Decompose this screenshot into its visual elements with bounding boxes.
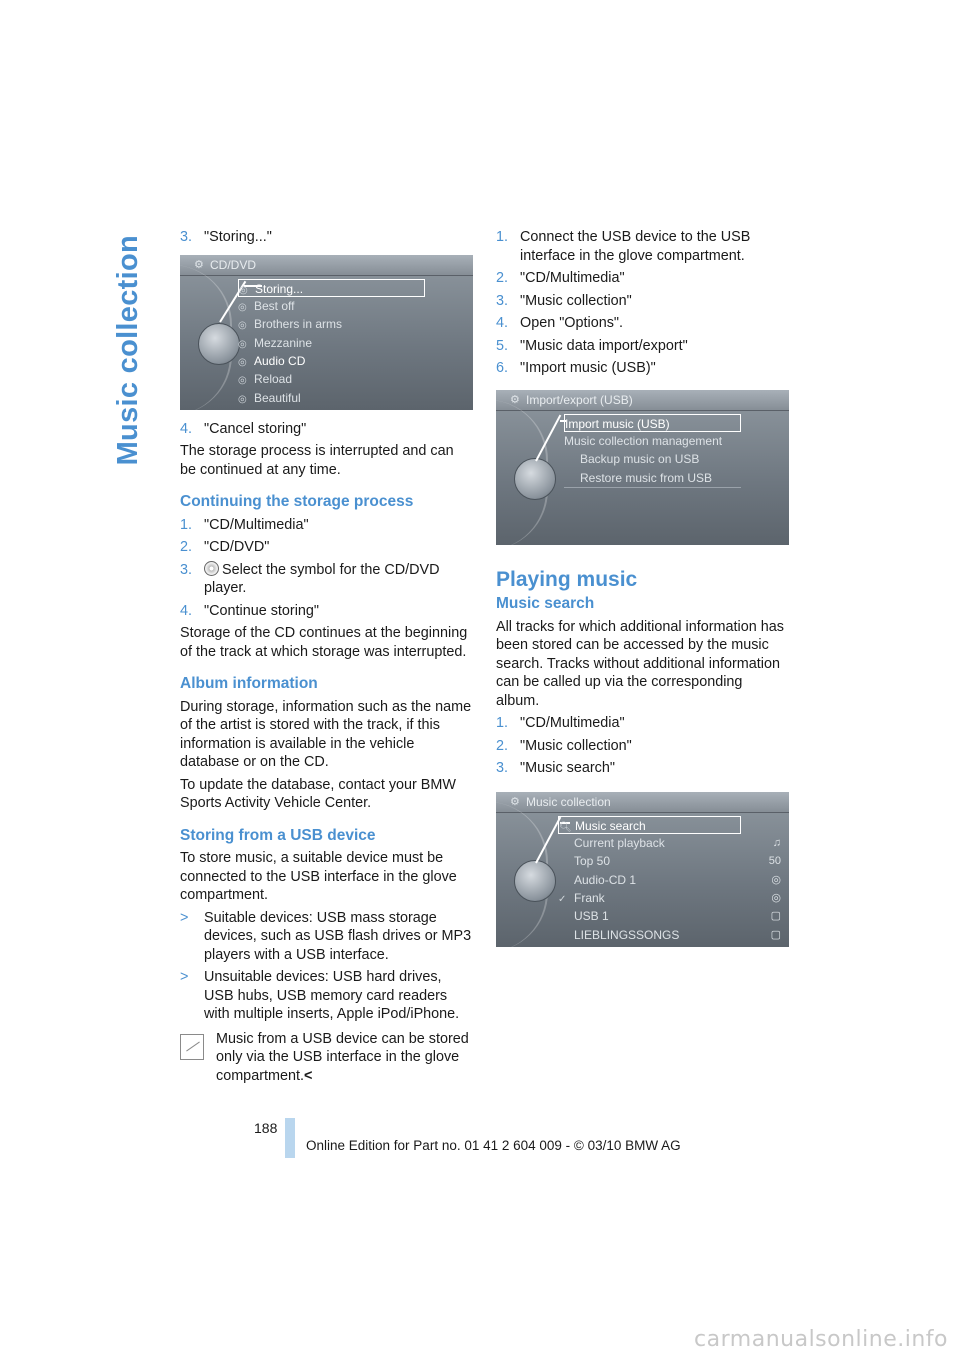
settings-icon: ⚙	[510, 795, 520, 808]
menu-item-import-music: Import music (USB)	[564, 414, 741, 432]
paragraph: To update the database, contact your BMW Sports Activity Vehicle Center.	[180, 776, 456, 811]
menu-item: Current playback ♫	[558, 834, 741, 852]
step-item: 3. "Music search"	[496, 760, 615, 776]
controller-knob-icon	[198, 323, 240, 365]
step-item: 6. "Import music (USB)"	[496, 360, 656, 376]
menu-item: LIEBLINGSSONGS ▢	[558, 926, 741, 944]
menu-item: ✓ Frank ◎	[558, 889, 741, 907]
menu-item: Restore music from USB	[564, 469, 741, 488]
import-export-screenshot	[496, 390, 789, 545]
menu-item: Backup music on USB	[580, 452, 700, 467]
step-item: 4. Open "Options".	[496, 315, 624, 331]
menu-item-storing: ◎ Storing...	[238, 279, 425, 297]
step-item: 5. "Music data import/export"	[496, 337, 688, 354]
page-number: 188	[254, 1120, 278, 1136]
cd-dvd-player-icon	[204, 561, 219, 576]
step-item: 2. "Music collection"	[496, 737, 632, 754]
step-item: 1. Connect the USB device to the USB interface in the glove compartment.	[496, 229, 751, 264]
folder-icon: ▢	[770, 928, 781, 941]
settings-icon: ⚙	[194, 258, 204, 271]
step-item: 3. "Music collection"	[496, 292, 632, 309]
paragraph: The storage process is interrupted and can be continued at any time.	[180, 443, 454, 478]
step-item: 2. "CD/Multimedia"	[496, 270, 625, 286]
step-item: 3. Select the symbol for the CD/DVD player.	[180, 561, 440, 596]
left-column	[180, 228, 473, 1085]
screen-header: ⚙ CD/DVD	[180, 255, 473, 276]
heading-storing-usb: Storing from a USB device	[180, 826, 376, 844]
music-collection-screenshot	[496, 792, 789, 947]
menu-item: ◎ Best off	[238, 297, 425, 315]
menu-item: ◎ Beautiful	[238, 389, 425, 407]
menu-item: Music collection management	[564, 433, 723, 448]
menu-item: ◎ Reload	[238, 370, 425, 388]
paragraph: All tracks for which additional information has been stored can be accessed by the music search. Tracks without additional information can be called up via the corresponding album.	[496, 618, 784, 709]
heading-continue-storage: Continuing the storage process	[180, 493, 414, 510]
step-item: 1. "CD/Multimedia"	[180, 516, 309, 533]
menu-item: USB 1 ▢	[558, 907, 741, 925]
menu-list	[558, 816, 781, 945]
check-icon: ✓	[558, 894, 567, 906]
folder-icon: ▢	[770, 910, 781, 923]
section-title: Music collection	[112, 235, 144, 466]
footer-edition: Online Edition for Part no. 01 41 2 604 009 - © 03/10 BMW AG	[306, 1138, 681, 1153]
menu-item: Audio-CD 1 ◎	[558, 871, 741, 889]
right-column	[496, 228, 789, 957]
menu-item: Top 50 50	[558, 852, 741, 870]
heading-music-search: Music search	[496, 595, 595, 612]
bullet-item: > Unsuitable devices: USB hard drives, USB hubs, USB memory card readers with multiple inserts, Apple iPod/iPhone.	[180, 969, 460, 1022]
menu-list	[564, 414, 741, 489]
disc-icon: ◎	[771, 873, 781, 886]
disc-icon: ◎	[239, 284, 248, 296]
disc-icon: ◎	[238, 320, 247, 332]
playback-icon: ♫	[772, 836, 781, 849]
controller-knob-icon	[514, 458, 556, 500]
settings-icon: ⚙	[510, 393, 520, 406]
menu-list	[238, 279, 425, 408]
heading-album-information: Album information	[180, 675, 318, 692]
disc-icon: ◎	[238, 301, 247, 313]
step-item: 2. "CD/DVD"	[180, 539, 270, 555]
step-item: 1. "CD/Multimedia"	[496, 715, 625, 731]
paragraph: To store music, a suitable device must be connected to the USB interface in the glove compartment.	[180, 850, 457, 903]
paragraph: Storage of the CD continues at the beginning of the track at which storage was interrupted.	[180, 625, 468, 660]
disc-icon: ◎	[238, 375, 247, 387]
step-item: 4. "Continue storing"	[180, 602, 320, 619]
top50-icon: 50	[768, 855, 781, 868]
paragraph: During storage, information such as the name of the artist is stored with the track, if this information is available in the vehicle database or on the CD.	[180, 698, 472, 770]
screen-header: ⚙ Music collection	[496, 792, 789, 813]
menu-item-music-search: 🔍︎ Music search	[558, 816, 741, 834]
footer-bar	[285, 1118, 295, 1158]
menu-item: ◎ Audio CD	[238, 352, 425, 370]
watermark: carmanualsonline.info	[694, 1327, 948, 1352]
cd-dvd-screenshot	[180, 255, 473, 410]
disc-icon: ◎	[238, 357, 247, 369]
step-item: 4. "Cancel storing"	[180, 420, 307, 437]
menu-item: ◎ Mezzanine	[238, 334, 425, 352]
section-side-tab	[112, 235, 152, 475]
menu-item: ◎ Brothers in arms	[238, 315, 425, 333]
heading-playing-music: Playing music	[496, 567, 638, 591]
disc-icon: ◎	[771, 892, 781, 905]
note: Music from a USB device can be stored only via the USB interface in the glove compartment.<	[180, 1030, 473, 1086]
disc-icon: ◎	[238, 338, 247, 350]
step-item: 3. "Storing..."	[180, 229, 272, 245]
disc-icon: ◎	[238, 393, 247, 405]
note-icon	[180, 1034, 204, 1060]
controller-knob-icon	[514, 860, 556, 902]
search-icon: 🔍︎	[559, 821, 572, 833]
screen-header: ⚙ Import/export (USB)	[496, 390, 789, 411]
bullet-item: > Suitable devices: USB mass storage devices, such as USB flash drives or MP3 players with a USB interface.	[180, 909, 472, 963]
